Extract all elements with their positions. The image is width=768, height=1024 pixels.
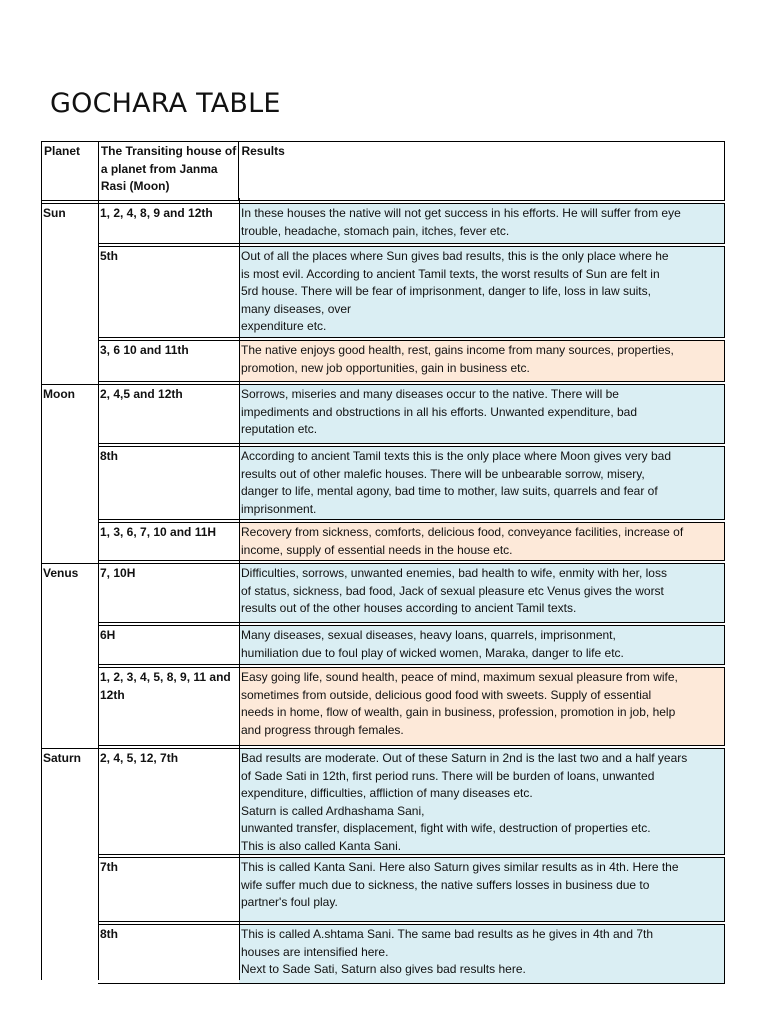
planet-cell [41,625,98,665]
results-line: In these houses the native will not get success in his efforts. He will suffer from eye [241,206,681,220]
transit-house-cell [98,203,239,244]
transit-house-line: 1, 2, 3, 4, 5, 8, 9, 11 and [100,670,231,684]
planet-cell [41,667,98,746]
results-cell [239,748,725,855]
results-line: Out of all the places where Sun gives bad results, this is the only place where he [241,249,669,263]
results-line: Sorrows, miseries and many diseases occur to the native. There will be [241,387,619,401]
transit-house-line: 2, 4,5 and 12th [100,387,183,401]
table-row [41,446,725,520]
results-line: Easy going life, sound health, peace of mind, maximum sexual pleasure from wife, [241,670,678,684]
results-line: Saturn is called Ardhashama Sani, [241,803,425,818]
transit-house-cell [98,563,239,623]
results-line: humiliation due to foul play of wicked women, Maraka, danger to life etc. [241,645,624,660]
transit-house-line: 8th [100,927,118,941]
transit-house-cell [98,340,239,382]
gochara-table [41,141,725,984]
results-line: partner's foul play. [241,895,338,909]
results-line: houses are intensified here. [241,944,389,959]
table-row [41,924,725,984]
results-cell [239,340,725,382]
results-cell [239,857,725,922]
results-cell [239,384,725,444]
results-cell [239,522,725,561]
results-line: trouble, headache, stomach pain, itches, fever etc. [241,223,510,238]
results-cell [239,246,725,338]
column-rule [239,198,240,980]
transit-house-cell [98,857,239,922]
results-line: is most evil. According to ancient Tamil texts, the worst results of Sun are felt in [241,266,660,281]
results-line: This is also called Kanta Sani. [241,838,402,853]
transit-house-line: 6H [100,628,116,642]
table-row [41,625,725,665]
table-row [41,522,725,561]
results-line: reputation etc. [241,422,318,436]
results-line: Bad results are moderate. Out of these Saturn in 2nd is the last two and a half years [241,751,688,765]
results-line: sometimes from outside, delicious good food with sweets. Supply of essential [241,687,652,702]
planet-cell [41,924,98,984]
table-body [41,203,725,984]
table-row [41,384,725,444]
results-line: impediments and obstructions in all his efforts. Unwanted expenditure, bad [241,404,638,419]
results-line: expenditure etc. [241,319,327,333]
results-line: many diseases, over [241,301,352,316]
planet-cell: Venus [41,563,98,623]
results-line: This is called A.shtama Sani. The same bad results as he gives in 4th and 7th [241,927,654,941]
transit-house-cell [98,625,239,665]
table-row [41,246,725,338]
transit-house-line: 8th [100,449,118,463]
table-row [41,203,725,244]
transit-house-cell [98,384,239,444]
results-line: of status, sickness, bad food, Jack of sexual pleasure etc Venus gives the worst [241,583,664,598]
results-line: expenditure, difficulties, affliction of many diseases etc. [241,786,533,800]
results-line: Difficulties, sorrows, unwanted enemies, bad health to wife, enmity with her, loss [241,566,667,580]
table-row [41,563,725,623]
transit-house-line: 7, 10H [100,566,136,580]
header-transit-house: The Transiting house of a planet from Janma Rasi (Moon) [99,142,240,200]
transit-house-cell [98,246,239,338]
table-row [41,748,725,855]
transit-house-line: 1, 3, 6, 7, 10 and 11H [100,525,217,539]
results-line: Many diseases, sexual diseases, heavy loans, quarrels, imprisonment, [241,628,616,642]
table-header-row [41,141,725,201]
results-line: danger to life, mental agony, bad time to mother, law suits, quarrels and fear of [241,484,658,498]
transit-house-cell [98,667,239,746]
planet-cell [41,340,98,382]
planet-cell [41,446,98,520]
results-line: wife suffer much due to sickness, the native suffers losses in business due to [241,877,650,892]
results-line: and progress through females. [241,722,404,737]
results-cell [239,563,725,623]
results-line: unwanted transfer, displacement, fight with wife, destruction of properties etc. [241,821,651,835]
transit-house-cell [98,924,239,984]
results-line: results out of other malefic houses. There will be unbearable sorrow, misery, [241,466,645,481]
transit-house-line: 5th [100,249,118,263]
header-results: Results [241,144,285,158]
planet-cell: Saturn [41,748,98,855]
results-line: This is called Kanta Sani. Here also Saturn gives similar results as in 4th. Here the [241,860,679,874]
results-cell [239,446,725,520]
transit-house-cell [98,522,239,561]
results-line: promotion, new job opportunities, gain in business etc. [241,360,530,375]
results-line: of Sade Sati in 12th, first period runs. There will be burden of loans, unwanted [241,768,655,783]
results-line: Next to Sade Sati, Saturn also gives bad results here. [241,962,526,976]
results-line: Recovery from sickness, comforts, delicious food, conveyance facilities, increase of [241,525,684,539]
planet-cell: Moon [41,384,98,444]
transit-house-line: 3, 6 10 and 11th [100,343,189,357]
planet-cell [41,246,98,338]
results-line: According to ancient Tamil texts this is the only place where Moon gives very bad [241,449,671,463]
page-title: GOCHARA TABLE [50,88,281,119]
table-row [41,857,725,922]
results-cell [239,667,725,746]
results-line: results out of the other houses according to ancient Tamil texts. [241,601,577,615]
transit-house-line: 12th [100,687,125,702]
header-planet: Planet [42,142,99,200]
transit-house-line: 7th [100,860,118,874]
results-line: imprisonment. [241,501,317,516]
table-row [41,340,725,382]
results-cell [239,924,725,984]
results-line: 5rd house. There will be fear of imprisonment, danger to life, loss in law suits, [241,284,651,298]
planet-cell [41,857,98,922]
table-row [41,667,725,746]
results-cell [239,625,725,665]
results-cell [239,203,725,244]
transit-house-cell [98,748,239,855]
planet-cell: Sun [41,203,98,244]
results-line: needs in home, flow of wealth, gain in business, profession, promotion in job, help [241,705,676,719]
transit-house-cell [98,446,239,520]
column-rule [98,198,99,980]
transit-house-line: 1, 2, 4, 8, 9 and 12th [100,206,213,220]
results-line: income, supply of essential needs in the house etc. [241,542,513,557]
transit-house-line: 2, 4, 5, 12, 7th [100,751,179,765]
column-rule [41,198,42,980]
planet-cell [41,522,98,561]
results-line: The native enjoys good health, rest, gains income from many sources, properties, [241,343,674,357]
